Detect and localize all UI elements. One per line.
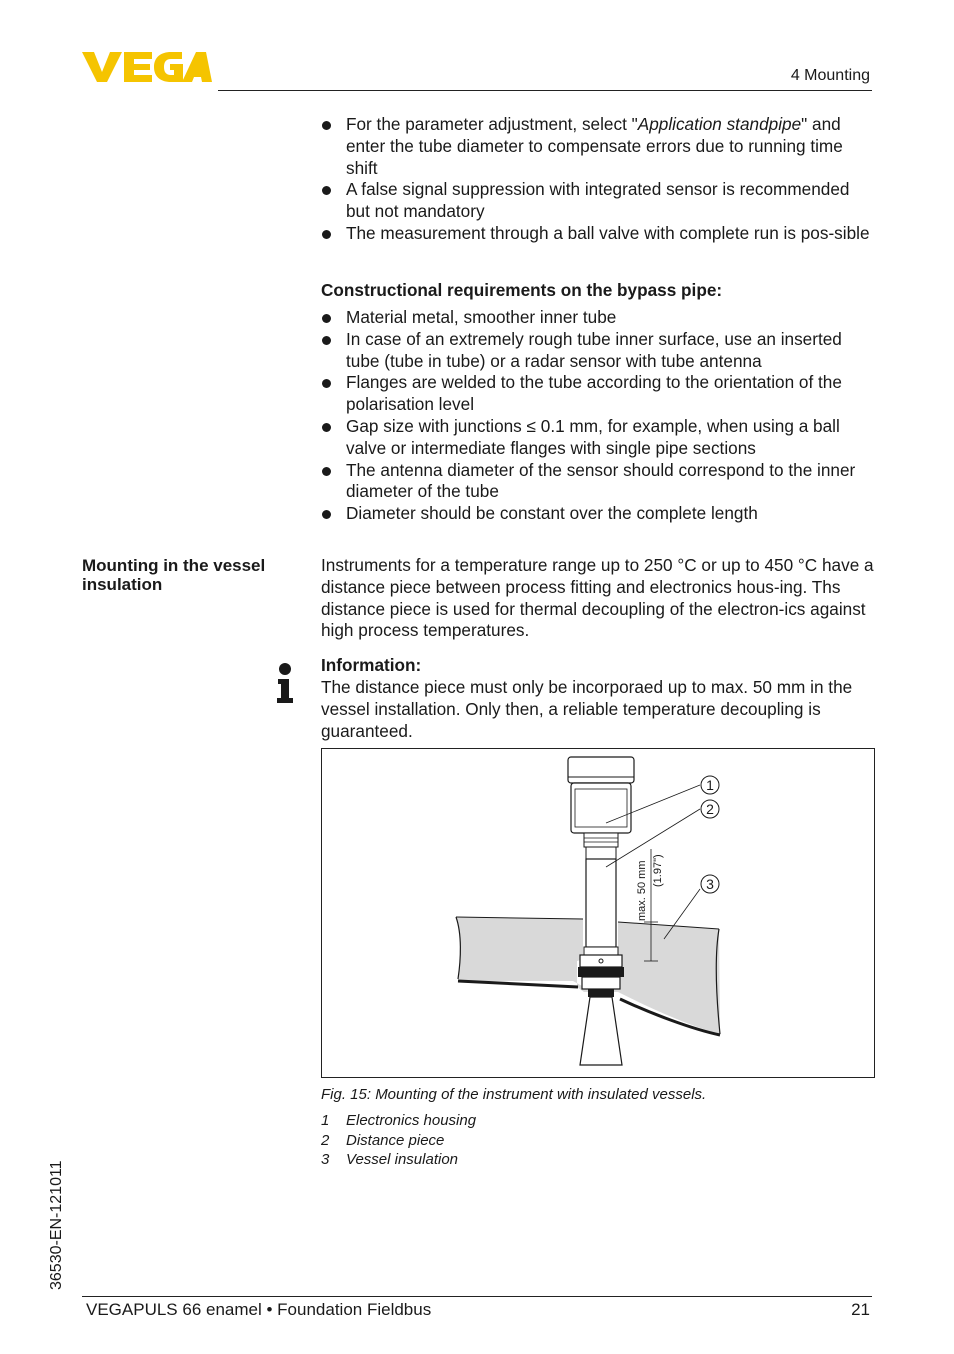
flange: [578, 967, 624, 977]
housing-cover: [568, 757, 634, 783]
legend-item: 3 Vessel insulation: [321, 1151, 459, 1168]
chapter-title: 4 Mounting: [790, 67, 870, 84]
bypass-list: [321, 307, 877, 525]
insulation-paragraph: Instruments for a temperature range up to 250 °C or up to 450 °C have a distance piece between process fitting and electronics hous-ing. Ths distance piece is used for thermal decoupling of the electron-ics against high process temperatures.: [321, 555, 874, 641]
distance-piece: [586, 859, 616, 947]
callout-label-1: 1: [706, 777, 714, 793]
list-item: Material metal, smoother inner tube: [321, 307, 877, 329]
bypass-heading: Constructional requirements on the bypass pipe:: [321, 280, 723, 300]
side-heading-insulation: Mounting in the vessel insulation: [82, 556, 266, 594]
figure-frame: [321, 748, 875, 1078]
dimension-label-mm: max. 50 mm: [636, 860, 648, 921]
figure-legend: [321, 1111, 476, 1170]
page-number: 21: [851, 1300, 870, 1319]
information-body: The distance piece must only be incorporaed up to max. 50 mm in the vessel installation. Only then, a reliable temperature decoupling is guaranteed.: [321, 677, 853, 741]
dimension-label-inch: (1.97"): [652, 854, 664, 887]
list-item: Flanges are welded to the tube according to the orientation of the polarisation level: [321, 372, 877, 416]
info-icon: [276, 662, 294, 704]
horn-antenna: [580, 997, 622, 1065]
callout-label-3: 3: [706, 876, 714, 892]
list-item: A false signal suppression with integrated sensor is recommended but not mandatory: [321, 179, 877, 223]
callout-label-2: 2: [706, 801, 714, 817]
figure-caption: Fig. 15: Mounting of the instrument with insulated vessels.: [321, 1086, 707, 1103]
process-fitting: [580, 955, 622, 967]
footer-rule: [82, 1296, 872, 1297]
document-number: 36530-EN-121011: [48, 1160, 65, 1290]
list-item: The antenna diameter of the sensor should correspond to the inner diameter of the tube: [321, 460, 877, 504]
legend-item: 1 Electronics housing: [321, 1112, 477, 1129]
list-item: Gap size with junctions ≤ 0.1 mm, for example, when using a ball valve or intermediate flanges with single pipe sections: [321, 416, 877, 460]
vega-logo: [82, 50, 212, 84]
bypass-block: [321, 307, 877, 525]
list-item: In case of an extremely rough tube inner surface, use an inserted tube (tube in tube) or a radar sensor with tube antenna: [321, 329, 877, 373]
vessel-insulation-fill-left: [456, 917, 583, 981]
header-rule: [218, 90, 872, 91]
mounting-diagram: [322, 749, 874, 1077]
top-bullet-list: [321, 114, 877, 245]
legend-item: 2 Distance piece: [321, 1131, 445, 1149]
information-title: Information:: [321, 655, 422, 675]
footer-product: VEGAPULS 66 enamel • Foundation Fieldbus: [86, 1300, 432, 1319]
vessel-wall-left: [458, 981, 578, 987]
electronics-housing: [571, 783, 631, 833]
list-item: The measurement through a ball valve with complete run is pos-sible: [321, 223, 877, 245]
list-item: Diameter should be constant over the complete length: [321, 503, 877, 525]
top-bullets-block: [321, 114, 877, 245]
list-item: For the parameter adjustment, select "Application standpipe" and enter the tube diameter to compensate errors due to running time shift: [321, 114, 877, 179]
